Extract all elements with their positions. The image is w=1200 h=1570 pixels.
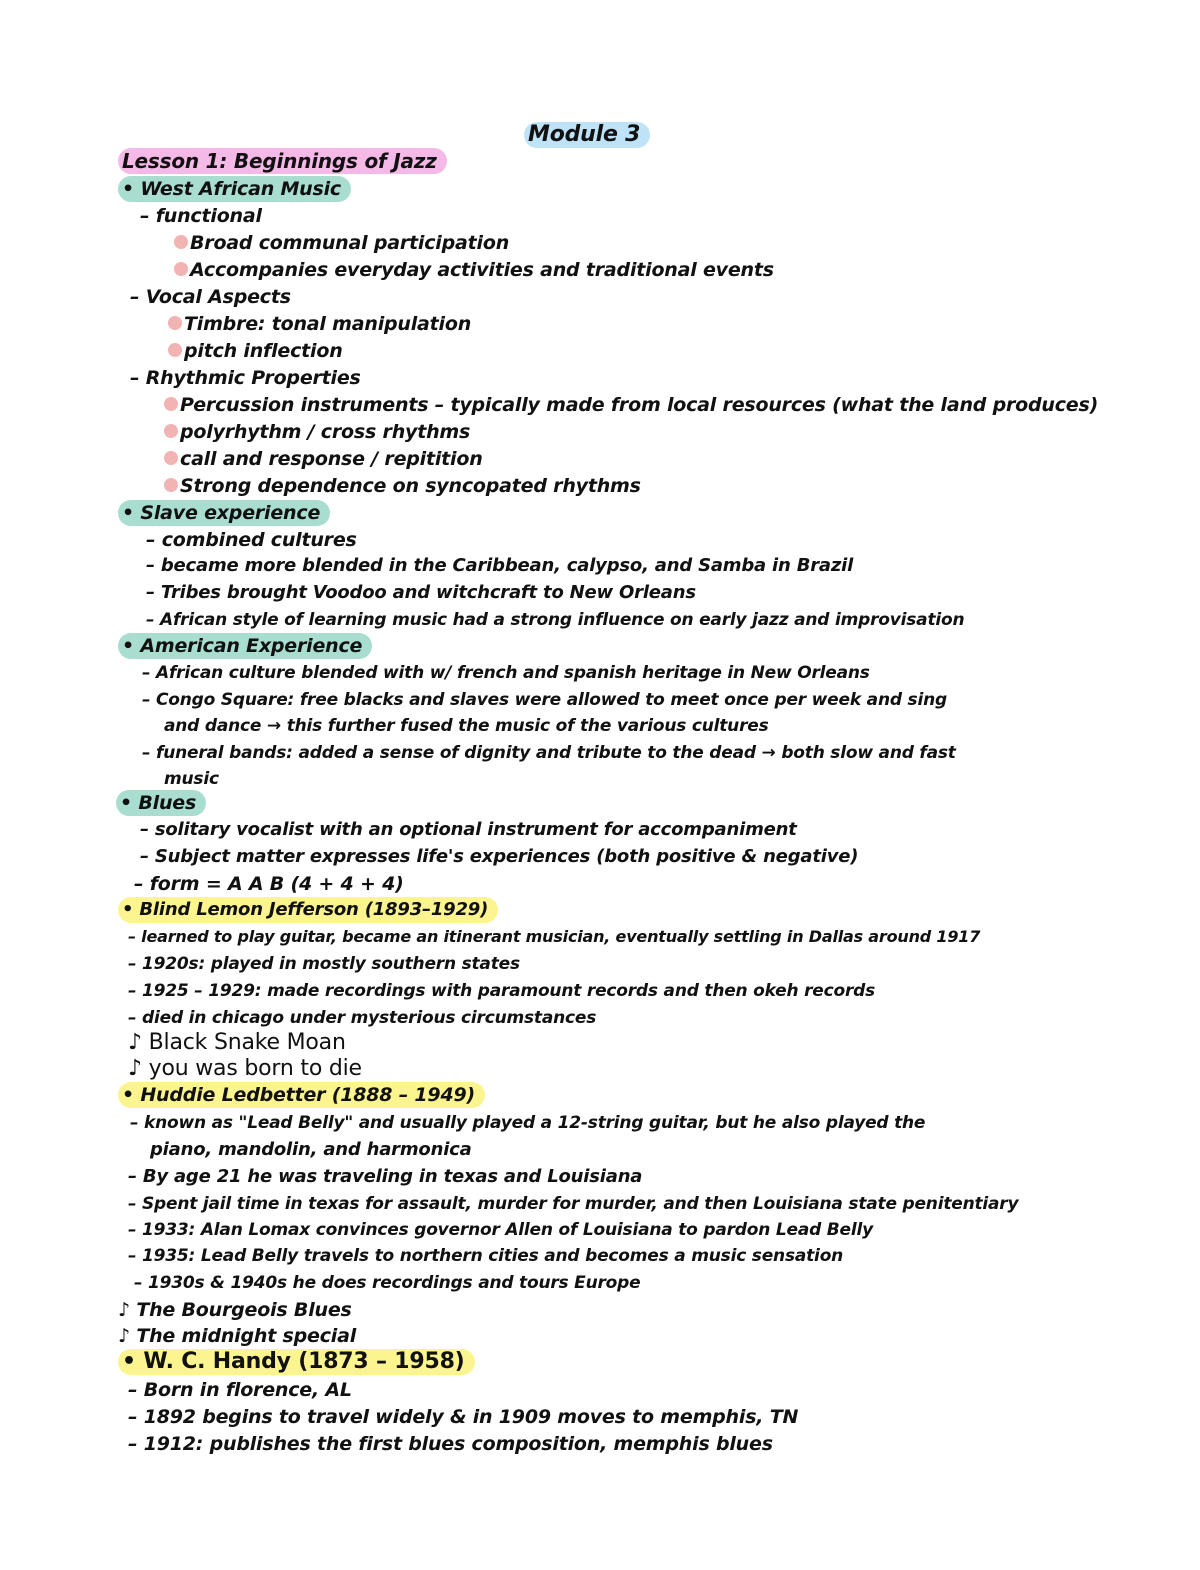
- note-line: – solitary vocalist with an optional instrument for accompaniment: [140, 819, 797, 840]
- note-line: – Subject matter expresses life's experiences (both positive & negative): [140, 846, 859, 867]
- note-line: – African culture blended with w/ french and spanish heritage in New Orleans: [142, 663, 870, 683]
- note-line: – Congo Square: free blacks and slaves were allowed to meet once per week and sing: [142, 690, 947, 710]
- note-text: pitch inflection: [184, 340, 343, 362]
- note-text: Strong dependence on syncopated rhythms: [180, 475, 641, 497]
- note-line: – Spent jail time in texas for assault, murder for murder, and then Louisiana state penitentiary: [128, 1194, 1019, 1214]
- sub-bullet: [164, 392, 1098, 418]
- note-line: – form = A A B (4 + 4 + 4): [134, 873, 404, 895]
- section-heading-slave: • Slave experience: [118, 500, 330, 526]
- bullet-dot-icon: [174, 235, 188, 249]
- note-line: – learned to play guitar, became an itinerant musician, eventually settling in Dallas around 1917: [128, 927, 981, 946]
- note-line: piano, mandolin, and harmonica: [150, 1139, 472, 1160]
- note-line: – known as "Lead Belly" and usually played a 12-string guitar, but he also played the: [130, 1113, 926, 1133]
- section-heading-slave-wrap: [118, 500, 330, 526]
- sub-bullet: [164, 473, 641, 499]
- note-text: call and response / repitition: [180, 448, 483, 470]
- sub-bullet: [164, 446, 483, 472]
- note-line: – Rhythmic Properties: [130, 367, 361, 389]
- section-heading-handy-wrap: [118, 1349, 475, 1375]
- song-title: ♪ Black Snake Moan: [128, 1030, 346, 1055]
- note-line: – 1935: Lead Belly travels to northern cities and becomes a music sensation: [128, 1246, 844, 1266]
- note-text: Broad communal participation: [190, 232, 510, 254]
- note-line: – funeral bands: added a sense of dignity and tribute to the dead → both slow and fast: [142, 743, 956, 763]
- note-line: – Born in florence, AL: [128, 1379, 352, 1401]
- lesson-heading: Lesson 1: Beginnings of Jazz: [118, 148, 447, 174]
- note-line: – 1892 begins to travel widely & in 1909 moves to memphis, TN: [128, 1406, 799, 1428]
- note-line: – 1925 – 1929: made recordings with paramount records and then okeh records: [128, 981, 876, 1001]
- note-line: – died in chicago under mysterious circumstances: [128, 1008, 597, 1028]
- bullet-dot-icon: [164, 451, 178, 465]
- section-heading-west-african-wrap: [118, 176, 351, 202]
- song-title: ♪ you was born to die: [128, 1056, 362, 1081]
- section-heading-west-african: • West African Music: [118, 176, 351, 202]
- section-heading-blues-wrap: [116, 790, 206, 816]
- page-title-wrap: [524, 122, 650, 148]
- note-line: – 1930s & 1940s he does recordings and tours Europe: [134, 1273, 641, 1293]
- section-heading-blues: • Blues: [116, 790, 206, 816]
- section-heading-american-wrap: [118, 633, 372, 659]
- note-text: Timbre: tonal manipulation: [184, 313, 472, 335]
- note-text: Percussion instruments – typically made from local resources (what the land produces): [180, 394, 1099, 416]
- section-heading-jefferson-wrap: [118, 897, 498, 923]
- note-line: – functional: [140, 205, 262, 227]
- bullet-dot-icon: [164, 478, 178, 492]
- note-line: – 1920s: played in mostly southern states: [128, 954, 520, 974]
- note-text: Accompanies everyday activities and traditional events: [190, 259, 774, 281]
- section-heading-american: • American Experience: [118, 633, 372, 659]
- note-text: polyrhythm / cross rhythms: [180, 421, 471, 443]
- sub-bullet: [164, 419, 470, 445]
- note-line: and dance → this further fused the music of the various cultures: [164, 716, 769, 736]
- section-heading-jefferson: • Blind Lemon Jefferson (1893–1929): [118, 897, 498, 923]
- lesson-heading-wrap: [118, 148, 447, 174]
- note-line: music: [164, 769, 219, 789]
- note-line: – Tribes brought Voodoo and witchcraft to New Orleans: [146, 582, 696, 603]
- note-line: – By age 21 he was traveling in texas and Louisiana: [128, 1166, 643, 1187]
- bullet-dot-icon: [164, 424, 178, 438]
- song-title: ♪ The midnight special: [118, 1325, 357, 1347]
- note-line: – Vocal Aspects: [130, 286, 291, 308]
- note-line: – African style of learning music had a strong influence on early jazz and improvisation: [146, 610, 965, 630]
- sub-bullet: [174, 230, 509, 256]
- section-heading-handy: • W. C. Handy (1873 – 1958): [118, 1349, 475, 1375]
- note-line: – 1912: publishes the first blues composition, memphis blues: [128, 1433, 773, 1455]
- note-line: – combined cultures: [146, 529, 357, 551]
- song-title: ♪ The Bourgeois Blues: [118, 1299, 352, 1321]
- note-line: – became more blended in the Caribbean, calypso, and Samba in Brazil: [146, 555, 854, 576]
- section-heading-ledbetter: • Huddie Ledbetter (1888 – 1949): [118, 1082, 485, 1108]
- section-heading-ledbetter-wrap: [118, 1082, 485, 1108]
- page-title: Module 3: [524, 122, 650, 148]
- bullet-dot-icon: [168, 316, 182, 330]
- bullet-dot-icon: [164, 397, 178, 411]
- sub-bullet: [168, 338, 343, 364]
- note-line: – 1933: Alan Lomax convinces governor Allen of Louisiana to pardon Lead Belly: [128, 1220, 874, 1240]
- sub-bullet: [168, 311, 471, 337]
- bullet-dot-icon: [168, 343, 182, 357]
- bullet-dot-icon: [174, 262, 188, 276]
- sub-bullet: [174, 257, 774, 283]
